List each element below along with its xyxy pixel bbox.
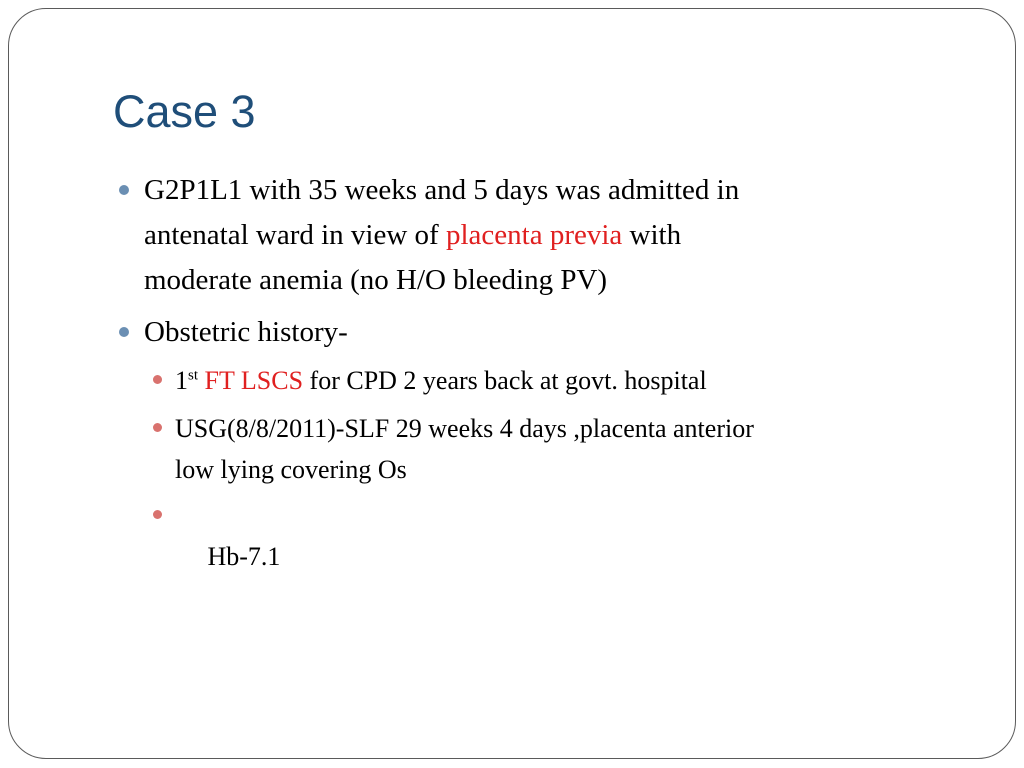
bullet-line xyxy=(144,310,944,355)
bullet-admission xyxy=(144,168,944,303)
bullet-line xyxy=(144,213,944,258)
bullet-text: Obstetric history- xyxy=(144,316,348,348)
bullet-line xyxy=(144,258,944,303)
bullet-text: for CPD 2 years back at govt. hospital xyxy=(303,366,707,395)
highlight-ft-lscs: FT LSCS xyxy=(204,366,304,395)
bullet-line xyxy=(175,495,975,618)
bullet-line xyxy=(175,360,975,401)
sub-bullet-usg xyxy=(175,408,975,490)
bullet-line xyxy=(144,168,944,213)
highlight-placenta-previa: placenta previa xyxy=(445,219,623,251)
sub-bullet-dot-icon xyxy=(153,375,162,384)
bullet-text: USG(8/8/2011)-SLF 29 weeks 4 days ,placenta anterior xyxy=(175,414,754,443)
bullet-text: G2P1L1 with 35 weeks and 5 days was admitted in xyxy=(144,174,740,206)
ordinal-suffix: st xyxy=(188,367,199,384)
bullet-dot-icon xyxy=(119,185,129,195)
slide-title: Case 3 xyxy=(113,86,256,137)
bullet-text: moderate anemia (no H/O bleeding PV) xyxy=(144,264,608,296)
bullet-text: Hb-7.1 xyxy=(201,542,281,571)
bullet-dot-icon xyxy=(119,327,129,337)
bullet-obstetric-history xyxy=(144,310,944,355)
sub-bullet-dot-icon xyxy=(153,510,162,519)
ordinal-number: 1 xyxy=(175,366,188,395)
sub-bullet-hemoglobin xyxy=(175,495,975,618)
bullet-line xyxy=(175,449,975,490)
sub-bullet-dot-icon xyxy=(153,423,162,432)
bullet-text: with xyxy=(622,219,682,251)
bullet-line xyxy=(175,408,975,449)
bullet-text: low lying covering Os xyxy=(175,455,407,484)
sub-bullet-previous-lscs xyxy=(175,360,975,401)
bullet-text: antenatal ward in view of xyxy=(144,219,446,251)
